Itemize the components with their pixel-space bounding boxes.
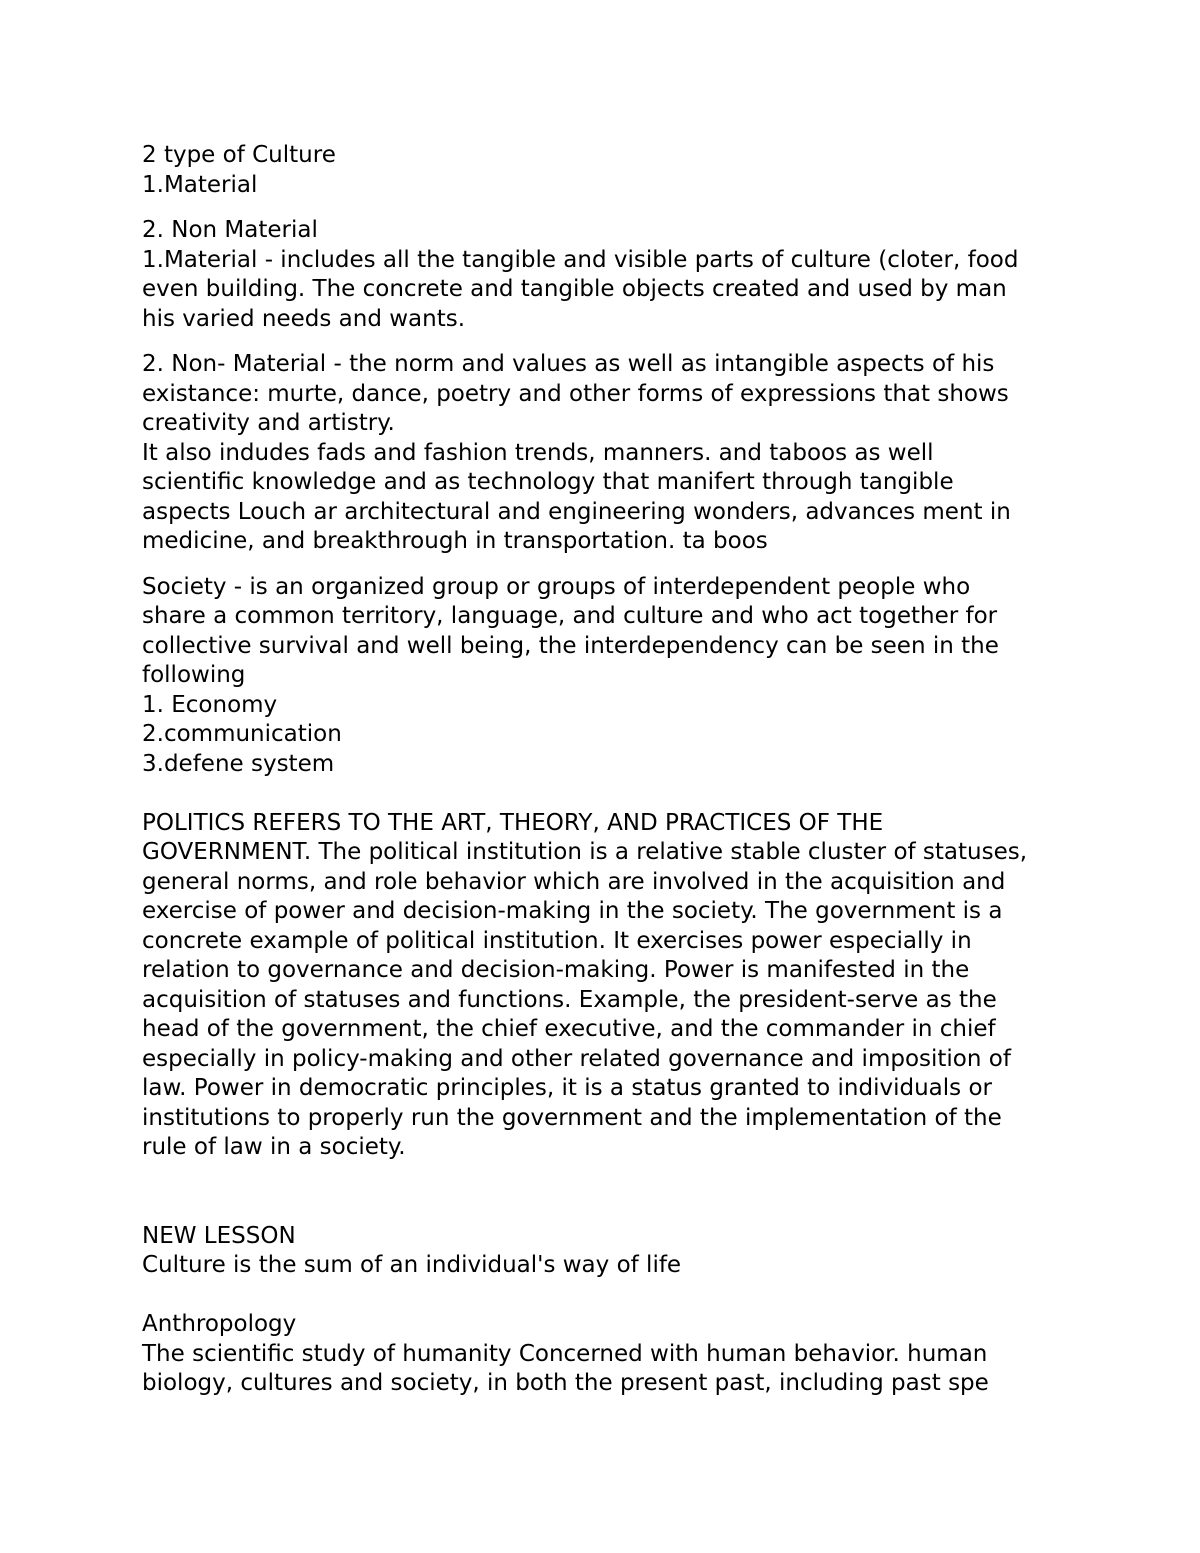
text-line: relation to governance and decision-making. Power is manifested in the <box>142 957 970 983</box>
text-line: even building. The concrete and tangible objects created and used by man <box>142 276 1007 302</box>
text-line: especially in policy-making and other related governance and imposition of <box>142 1045 1011 1072</box>
text-line: GOVERNMENT. The political institution is a relative stable cluster of statuses, <box>142 839 1028 865</box>
paragraph-spacer <box>142 779 1062 809</box>
paragraph-spacer <box>142 557 1062 573</box>
text-line: biology, cultures and society, in both the present past, including past spe <box>142 1370 989 1396</box>
text-line: It also indudes fads and fashion trends, manners. and taboos as well <box>142 439 934 466</box>
text-line: POLITICS REFERS TO THE ART, THEORY, AND PRACTICES OF THE <box>142 809 884 836</box>
text-line: 2. Non- Material - the norm and values as well as intangible aspects of his <box>142 351 995 377</box>
paragraph-spacer <box>142 1192 1062 1222</box>
paragraph-spacer <box>142 334 1062 350</box>
text-line: rule of law in a society. <box>142 1134 406 1160</box>
non-material-paragraph <box>142 350 1062 557</box>
text-line: acquisition of statuses and functions. Example, the president-serve as the <box>142 986 997 1013</box>
new-lesson-paragraph <box>142 1222 1062 1281</box>
list-item: 1. Economy <box>142 691 278 718</box>
text-line: Society - is an organized group or groups of interdependent people who <box>142 573 971 600</box>
text-line: scientific knowledge and as technology that manifert through tangible <box>142 469 954 495</box>
text-line: general norms, and role behavior which are involved in the acquisition and <box>142 868 1006 895</box>
text-line: aspects Louch ar architectural and engineering wonders, advances ment in <box>142 498 1011 525</box>
text-line: The scientific study of humanity Concerned with human behavior. human <box>142 1340 988 1367</box>
text-line: Culture is the sum of an individual's way of life <box>142 1252 682 1278</box>
text-line: collective survival and well being, the interdependency can be seen in the <box>142 632 999 659</box>
text-line: exercise of power and decision-making in the society. The government is a <box>142 898 1003 924</box>
text-line: his varied needs and wants. <box>142 305 466 332</box>
section-heading: Anthropology <box>142 1311 297 1337</box>
paragraph-spacer <box>142 1281 1062 1311</box>
section-heading: NEW LESSON <box>142 1222 296 1249</box>
text-line: 2 type of Culture <box>142 142 336 168</box>
text-line: medicine, and breakthrough in transportation. ta boos <box>142 528 768 554</box>
paragraph-spacer <box>142 200 1062 216</box>
text-line: head of the government, the chief executive, and the commander in chief <box>142 1016 996 1042</box>
material-paragraph <box>142 216 1062 334</box>
document-body <box>142 141 1062 1399</box>
text-line: following <box>142 662 246 688</box>
culture-types-heading <box>142 141 1062 200</box>
anthropology-paragraph <box>142 1310 1062 1399</box>
text-line: 1.Material - includes all the tangible and visible parts of culture (cloter, food <box>142 246 1019 273</box>
text-line: 2. Non Material <box>142 217 318 243</box>
text-line: 1.Material <box>142 171 258 198</box>
list-item: 3.defene system <box>142 750 335 777</box>
text-line: institutions to properly run the government and the implementation of the <box>142 1104 1002 1131</box>
society-paragraph <box>142 573 1062 780</box>
text-line: existance: murte, dance, poetry and other forms of expressions that shows <box>142 380 1009 407</box>
text-line: creativity and artistry. <box>142 410 395 436</box>
list-item: 2.communication <box>142 721 342 747</box>
paragraph-spacer <box>142 1163 1062 1193</box>
politics-paragraph <box>142 809 1062 1163</box>
text-line: concrete example of political institution. It exercises power especially in <box>142 927 972 954</box>
text-line: law. Power in democratic principles, it is a status granted to individuals or <box>142 1075 992 1101</box>
text-line: share a common territory, language, and culture and who act together for <box>142 603 998 629</box>
